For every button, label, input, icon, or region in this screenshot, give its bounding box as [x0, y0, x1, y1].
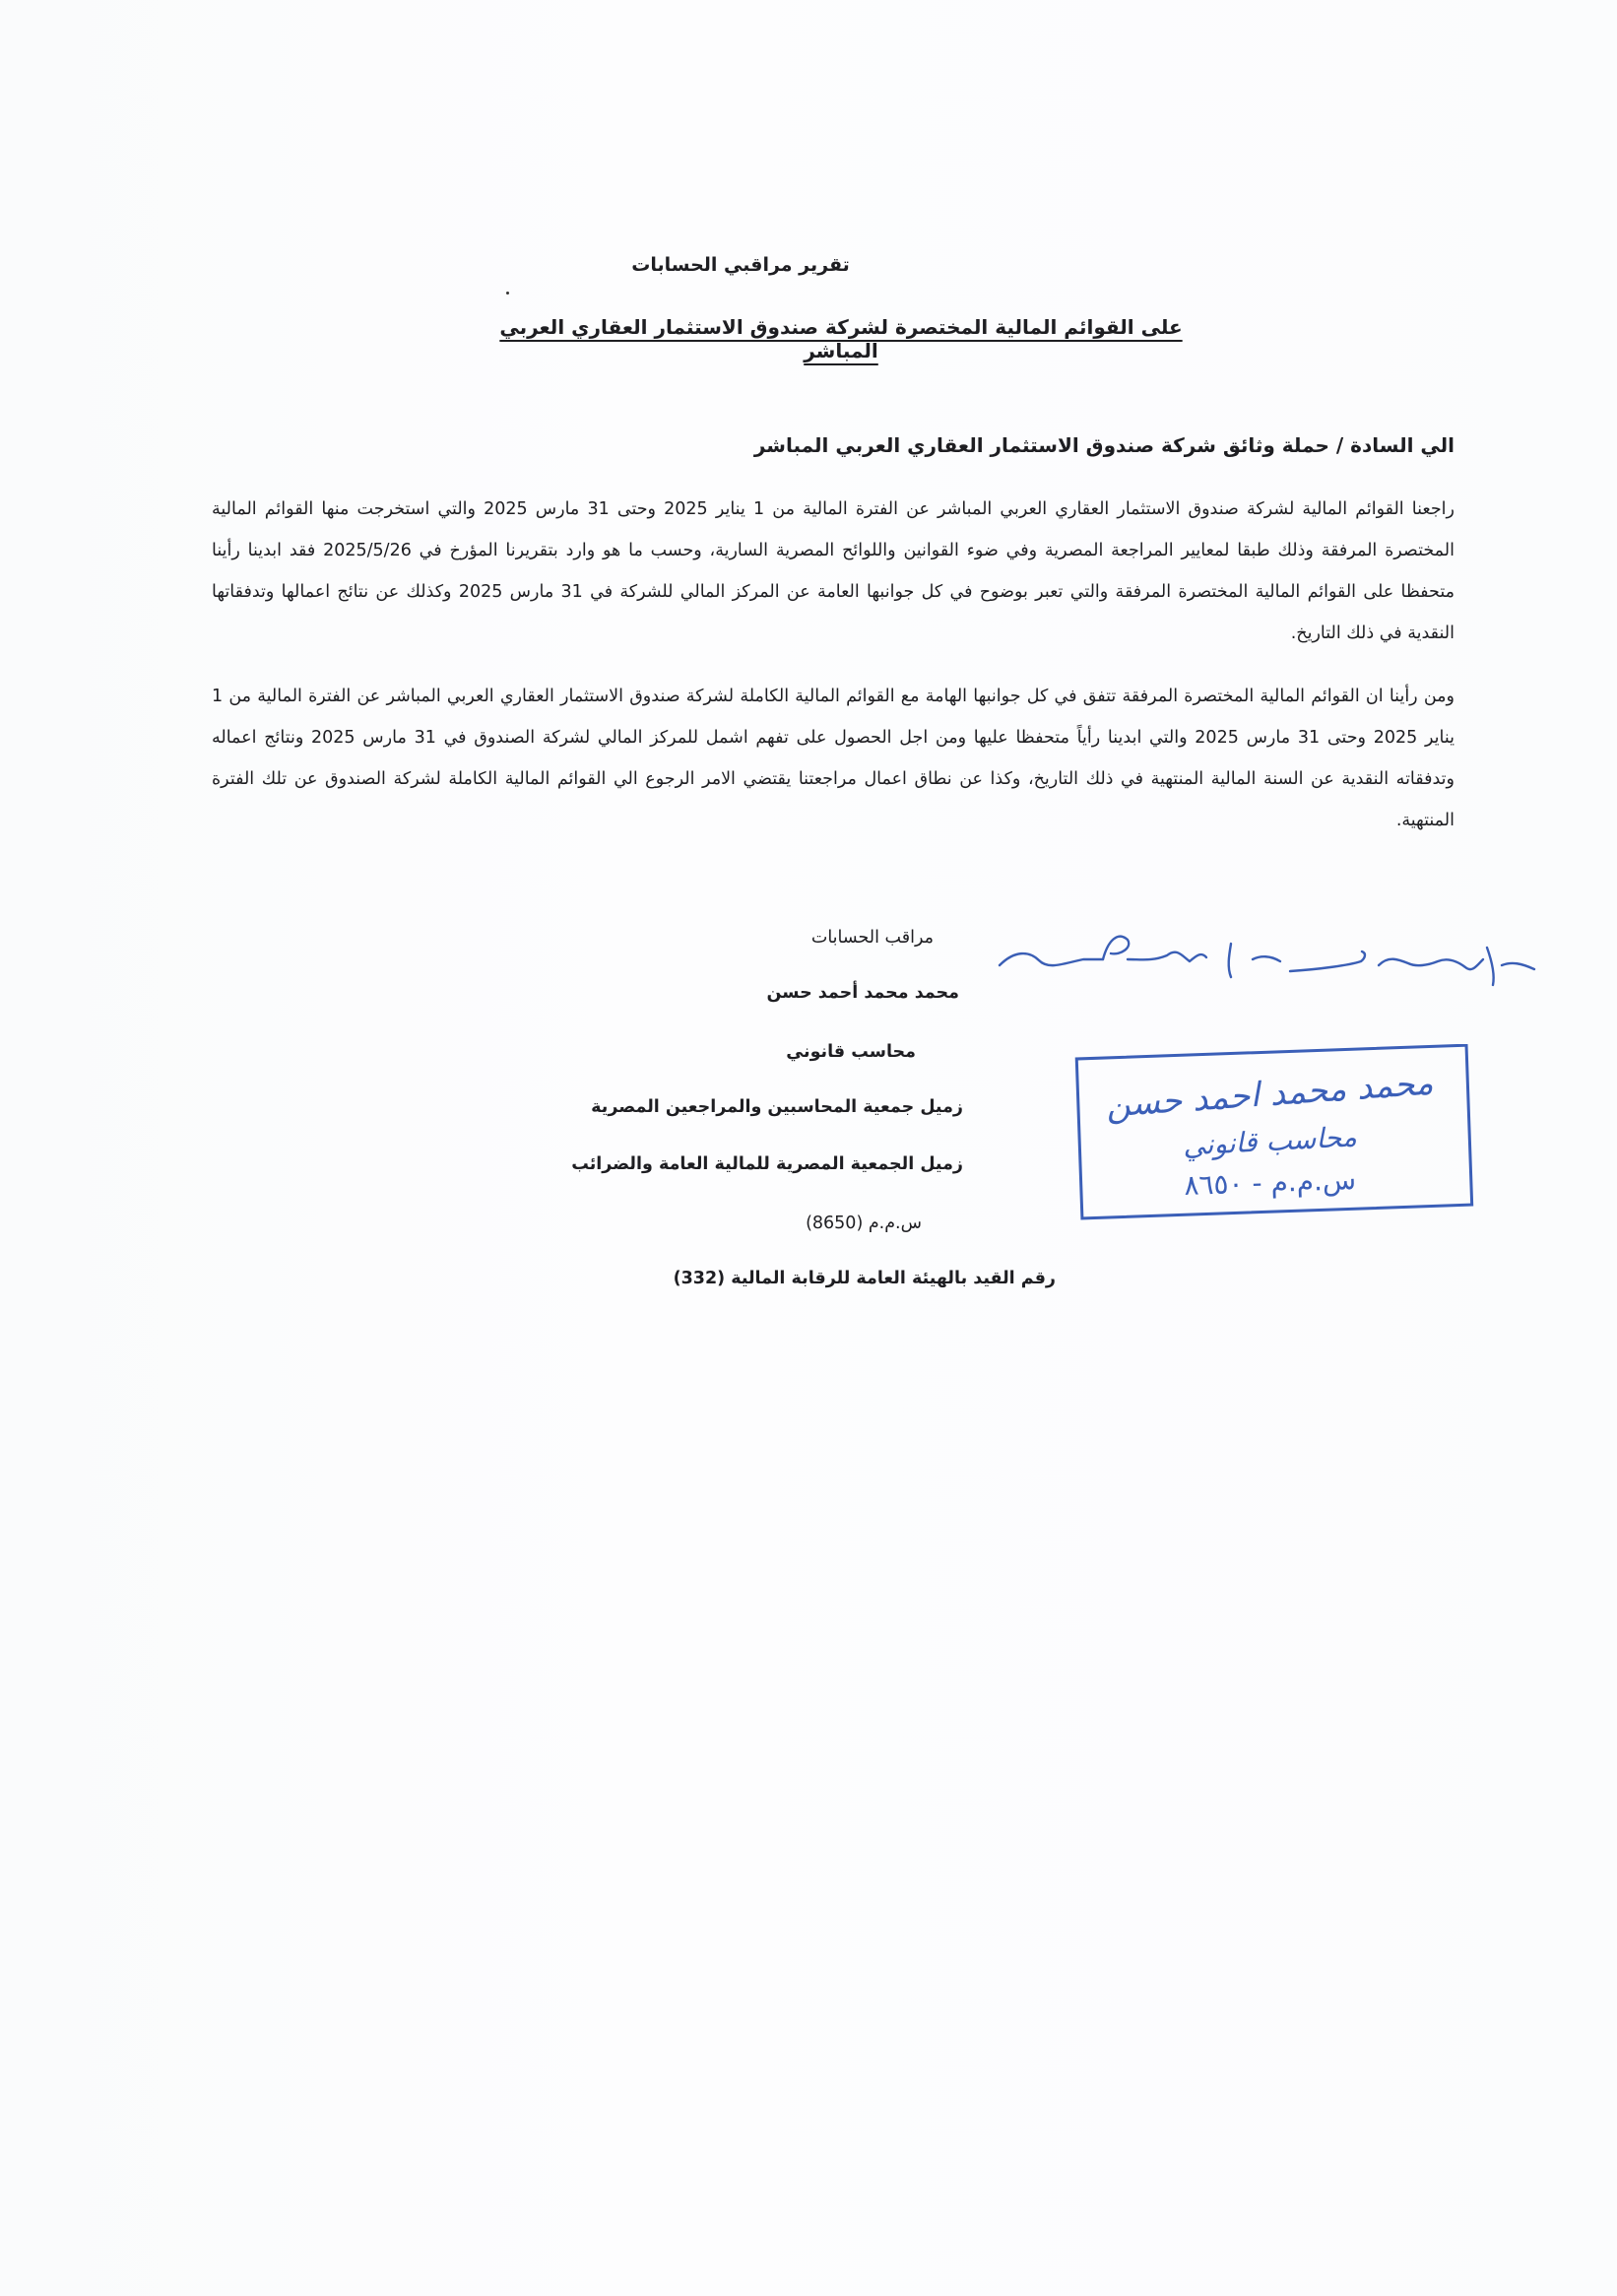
handwritten-signature [995, 926, 1546, 1005]
signature-fellowship-2: زميل الجمعية المصرية للمالية العامة والضرائب [571, 1154, 963, 1174]
stamp-line-1: محمد محمد احمد حسن [1104, 1063, 1435, 1126]
signature-role: مراقب الحسابات [810, 928, 934, 948]
stamp-line-2: محاسب قانوني [1182, 1120, 1358, 1162]
stamp-line-3: س.م.م - ٨٦٥٠ [1183, 1162, 1357, 1203]
report-title [0, 254, 1617, 276]
signature-name: محمد محمد أحمد حسن [766, 983, 959, 1003]
report-title-text: تقرير مراقبي الحسابات [631, 254, 850, 276]
paragraph-1: راجعنا القوائم المالية لشركة صندوق الاستثمار العقاري العربي المباشر عن الفترة المالية من 1 يناير 2025 وحتى 31 مارس 2025 والتي استخرجت منها القوائم المالية المختصرة المرفقة وذلك طبقا لمعايير المراجعة المصرية وفي ضوء القوانين واللوائح المصرية السارية، وحسب ما هو وارد بتقريرنا المؤرخ في 2025/5/26 فقد ابدينا رأينا متحفظا على القوائم المالية المختصرة المرفقة والتي تعبر بوضوح في كل جوانبها العامة عن المركز المالي للشركة في 31 مارس 2025 وكذلك عن نتائج اعمالها وتدفقاتها النقدية في ذلك التاريخ. [212, 499, 1455, 643]
signature-fra-registration: رقم القيد بالهيئة العامة للرقابة المالية (332) [673, 1269, 1056, 1288]
addressee-line: الي السادة / حملة وثائق شركة صندوق الاستثمار العقاري العربي المباشر [753, 433, 1455, 457]
report-subtitle: على القوائم المالية المختصرة لشركة صندوق الاستثمار العقاري العربي المباشر [499, 315, 1183, 362]
signature-registration: س.م.م (8650) [806, 1214, 922, 1233]
signature-title: محاسب قانوني [786, 1042, 916, 1062]
official-stamp [1073, 1044, 1477, 1221]
signature-fellowship-1: زميل جمعية المحاسبين والمراجعين المصرية [591, 1097, 963, 1117]
paragraph-2: ومن رأينا ان القوائم المالية المختصرة المرفقة تتفق في كل جوانبها الهامة مع القوائم المالية الكاملة لشركة صندوق الاستثمار العقاري العربي المباشر عن الفترة المالية من 1 يناير 2025 وحتى 31 مارس 2025 والتي ابدينا رأياً متحفظا عليها ومن اجل الحصول على تفهم اشمل للمركز المالي لشركة الصندوق في 31 مارس 2025 ونتائج اعماله وتدفقاته النقدية عن السنة المالية المنتهية في ذلك التاريخ، وكذا عن نطاق اعمال مراجعتنا يقتضي الامر الرجوع الي القوائم المالية الكاملة لشركة الصندوق عن تلك الفترة المنتهية. [212, 687, 1455, 830]
speck-mark [506, 292, 509, 295]
